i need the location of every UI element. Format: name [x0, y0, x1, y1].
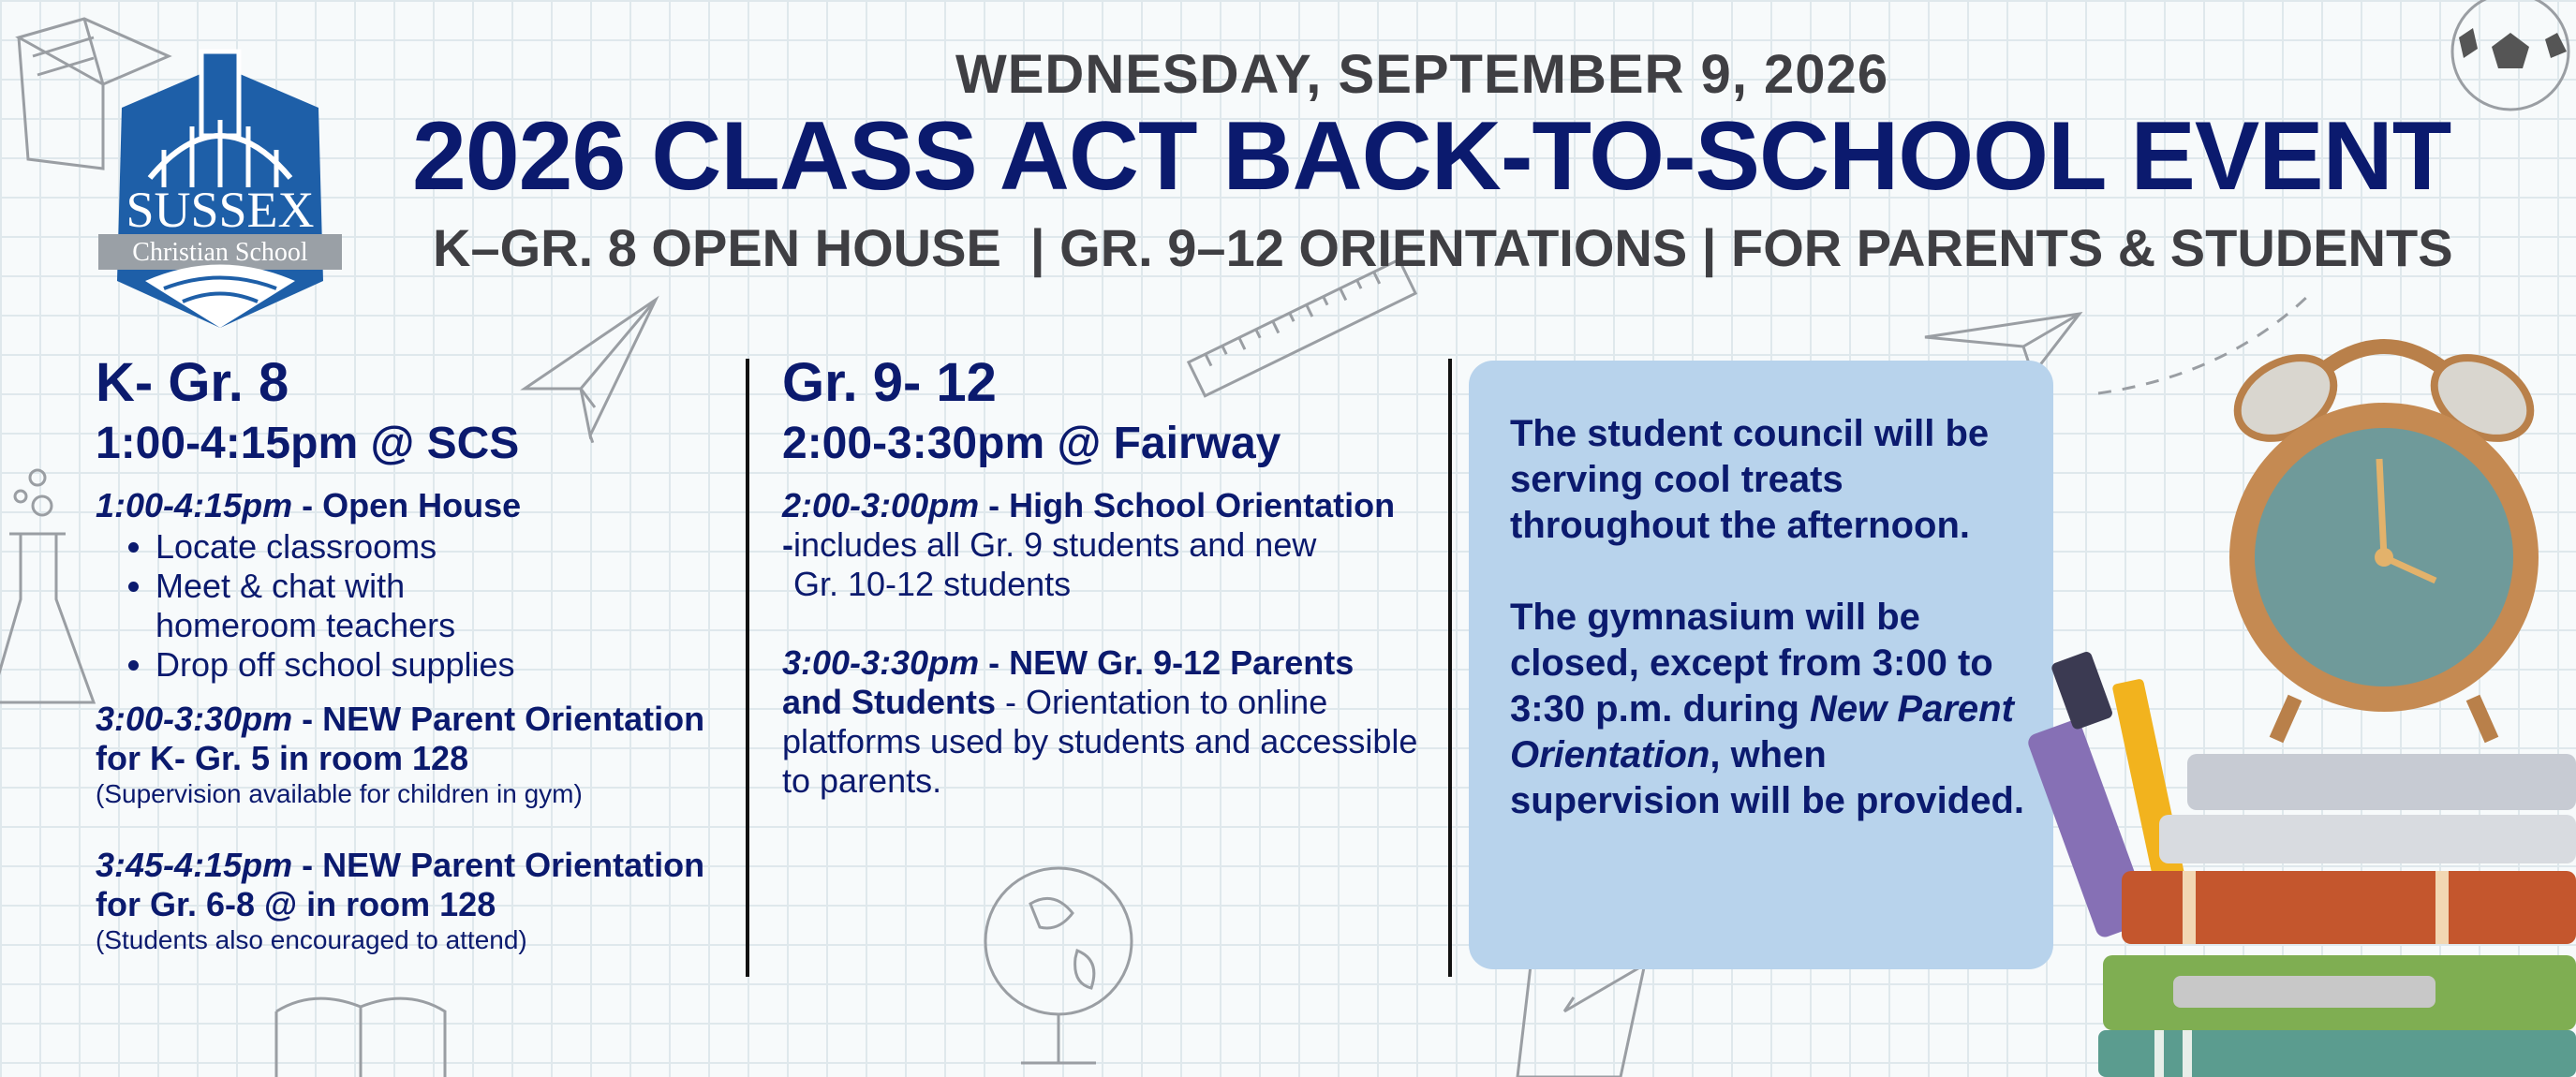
callout-gym-end: , when supervision will be provided.	[1510, 734, 2025, 821]
hs-orientation-1-time: 2:00-3:00pm	[782, 486, 980, 524]
k8-orientation-1	[96, 700, 742, 778]
orientation-1-note: (Supervision available for children in gym)	[96, 779, 583, 808]
callout-treats: The student council will be serving cool treats throughout the afternoon.	[1510, 413, 1990, 546]
hs-orientation-2	[782, 643, 1419, 801]
list-item: • Drop off school supplies	[155, 645, 751, 685]
orientation-2-time: 3:45-4:15pm	[96, 846, 293, 884]
page-subtitle: K–GR. 8 OPEN HOUSE | GR. 9–12 ORIENTATIONS | FOR PARENTS & STUDENTS	[433, 218, 2453, 277]
school-logo	[94, 47, 347, 332]
hs-orientation-2-desc: - Orientation to online platforms used by students and accessible to parents.	[782, 683, 1418, 800]
hs-column	[782, 351, 1457, 801]
page-title: 2026 CLASS ACT BACK-TO-SCHOOL EVENT	[412, 102, 2451, 211]
k8-time-place: 1:00-4:15pm @ SCS	[96, 419, 520, 468]
open-house-time: 1:00-4:15pm	[96, 486, 293, 524]
hs-orientation-2-time: 3:00-3:30pm	[782, 643, 980, 682]
hs-orientation-1-label: - High School Orientation	[979, 486, 1396, 524]
hs-orientation-1-dash: -	[782, 525, 793, 564]
hs-time-place: 2:00-3:30pm @ Fairway	[782, 419, 1281, 468]
column-divider	[1448, 359, 1452, 977]
k8-open-house	[96, 486, 751, 525]
open-house-list	[96, 527, 751, 685]
list-item: • Locate classrooms	[155, 527, 751, 567]
event-date: WEDNESDAY, SEPTEMBER 9, 2026	[955, 44, 1889, 105]
list-item: • Meet & chat with homeroom teachers	[155, 567, 511, 645]
hs-heading: Gr. 9- 12	[782, 352, 997, 413]
logo-name: SUSSEX	[126, 182, 315, 238]
hs-orientation-1-desc: includes all Gr. 9 students and new Gr. 10-12 students	[793, 525, 1317, 603]
k8-heading: K- Gr. 8	[96, 352, 289, 413]
callout-gym-emphasis: New Parent Orientation	[1510, 688, 2014, 775]
hs-orientation-1	[782, 486, 1438, 604]
info-callout	[1469, 361, 2053, 969]
orientation-1-time: 3:00-3:30pm	[96, 700, 293, 738]
callout-gym	[1510, 595, 2035, 824]
book-stack-icon	[2023, 637, 2576, 1077]
open-book-icon	[267, 983, 454, 1077]
hs-orientation-2-label: - NEW Gr. 9-12 Parents and Students	[782, 643, 1355, 721]
k8-column	[96, 351, 751, 956]
orientation-1-label: - NEW Parent Orientation for K- Gr. 5 in room 128	[96, 700, 705, 777]
open-house-label: - Open House	[292, 486, 522, 524]
orientation-2-note: (Students also encouraged to attend)	[96, 925, 527, 954]
flask-icon	[0, 459, 103, 721]
column-divider	[746, 359, 749, 977]
orientation-2-label: - NEW Parent Orientation for Gr. 6-8 @ in room 128	[96, 846, 705, 923]
callout-gym-text: The gymnasium will be closed, except from 3:00 to 3:30 p.m. during	[1510, 597, 1993, 730]
globe-icon	[965, 848, 1152, 1077]
soccer-ball-icon	[2440, 0, 2576, 122]
logo-tagline: Christian School	[132, 238, 308, 267]
k8-orientation-2	[96, 846, 742, 924]
